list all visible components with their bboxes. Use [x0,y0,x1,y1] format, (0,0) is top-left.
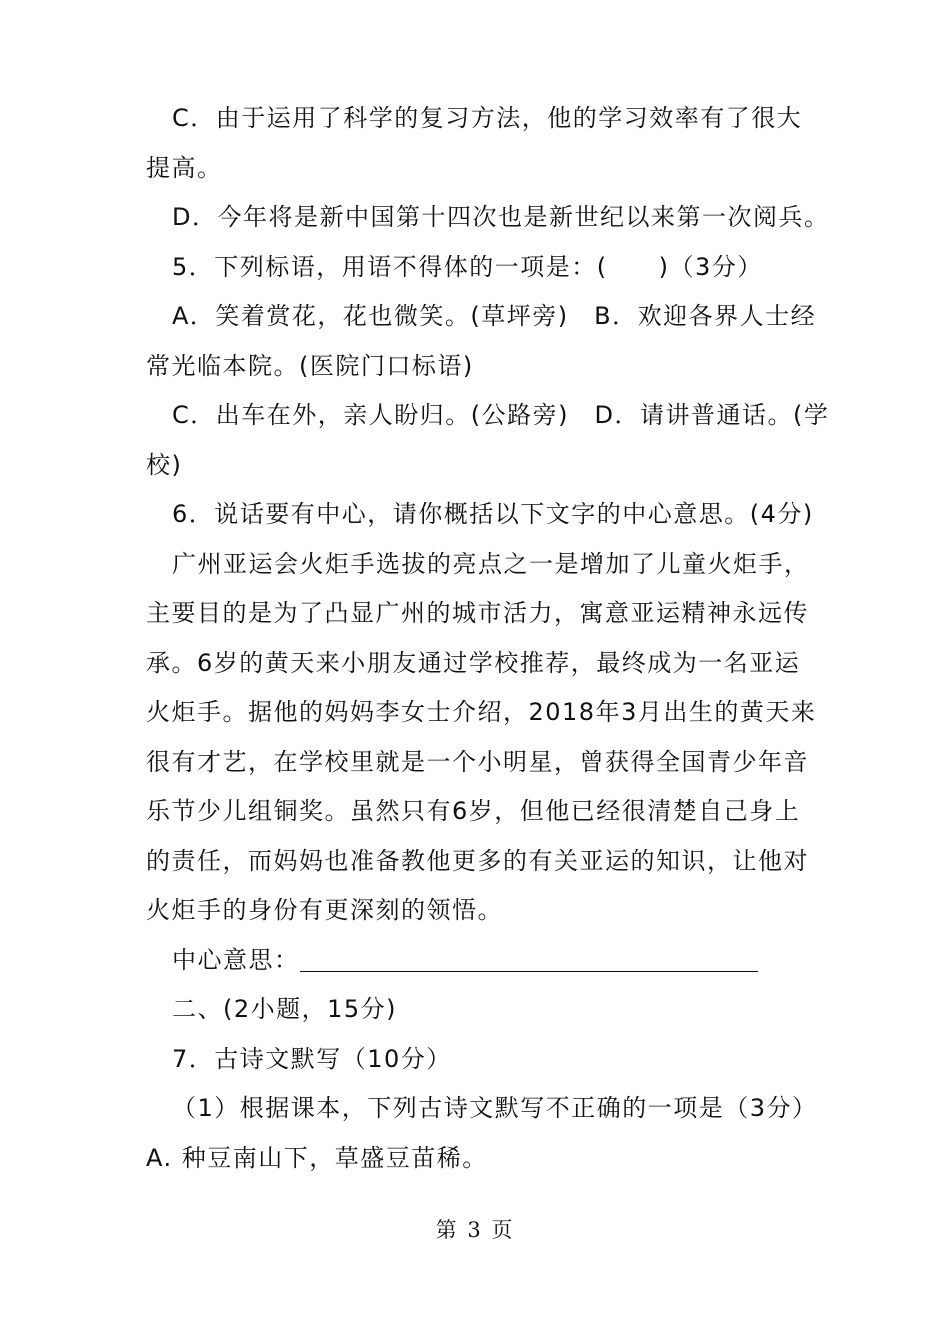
text-line: A. 种豆南山下，草盛豆苗稀。 [146,1143,488,1172]
page-content [146,94,830,1183]
page-footer: 第 3 页 [435,1218,515,1242]
text-line: 提高。 [146,153,223,182]
text-line: 主要目的是为了凸显广州的城市活力，寓意亚运精神永远传 [146,599,809,627]
text-line: 广州亚运会火炬手选拔的亮点之一是增加了儿童火炬手， [172,549,810,578]
text-block-before [146,94,830,936]
answer-label: 中心意思： [172,945,300,974]
text-line: 校) [146,450,183,479]
text-line: 火炬手的身份有更深刻的领悟。 [146,896,503,924]
answer-blank[interactable] [300,945,758,972]
text-block-after [146,985,818,1183]
text-line: 7．古诗文默写（10分） [172,1044,452,1073]
text-line: 6．说话要有中心，请你概括以下文字的中心意思。(4分) [172,500,814,528]
text-line: 5．下列标语，用语不得体的一项是：( )（3分） [172,252,763,281]
text-line: 承。6岁的黄天来小朋友通过学校推荐，最终成为一名亚运 [146,648,801,677]
text-line: 的责任，而妈妈也准备教他更多的有关亚运的知识，让他对 [146,846,809,875]
text-line: （1）根据课本，下列古诗文默写不正确的一项是（3分） [172,1094,818,1122]
text-line: C．由于运用了科学的复习方法，他的学习效率有了很大 [172,104,803,132]
text-line: 很有才艺，在学校里就是一个小明星，曾获得全国青少年音 [146,747,809,776]
answer-line [146,936,810,986]
text-line: 常光临本院。(医院门口标语) [146,351,474,380]
text-line: D．今年将是新中国第十四次也是新世纪以来第一次阅兵。 [172,203,830,231]
text-line: 乐节少儿组铜奖。虽然只有6岁，但他已经很清楚自己身上 [146,797,801,825]
text-line: 二、(2小题，15分) [172,995,398,1023]
text-line: 火炬手。据他的妈妈李女士介绍，2018年3月出生的黄天来 [146,698,817,726]
text-line: C．出车在外，亲人盼归。(公路旁) D．请讲普通话。(学 [172,401,830,429]
text-line: A．笑着赏花，花也微笑。(草坪旁) B．欢迎各界人士经 [172,302,817,330]
